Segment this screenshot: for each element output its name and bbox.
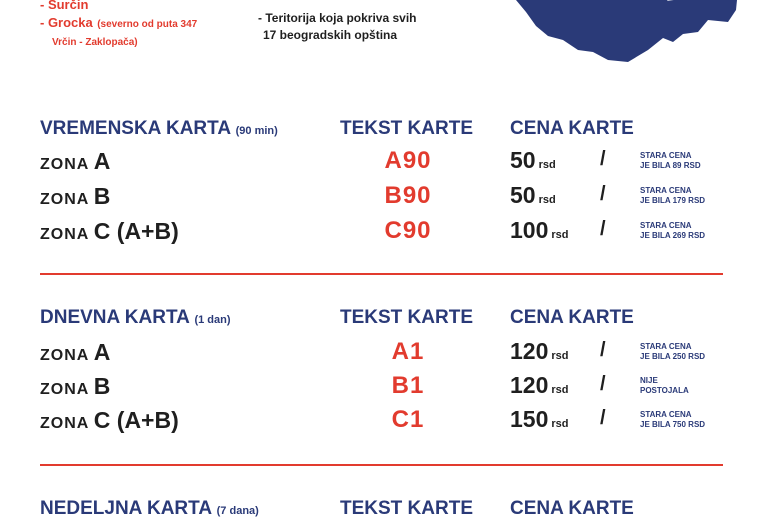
old-price-note-line-1: STARA CENA xyxy=(640,410,692,419)
ticket-price xyxy=(510,147,556,174)
zone-word: ZONA xyxy=(40,191,90,208)
zone-label xyxy=(40,183,110,210)
old-price-note xyxy=(640,221,705,241)
column-header-tekst: TEKST KARTE xyxy=(340,498,473,519)
ticket-code: A90 xyxy=(384,147,432,174)
municipality-grocka-note-b: Vrčin - Zaklopača) xyxy=(52,37,138,48)
column-header-cena: CENA KARTE xyxy=(510,118,634,139)
old-price-note-line-2: JE BILA 269 RSD xyxy=(640,231,706,240)
zone-label xyxy=(40,373,110,400)
table-row xyxy=(0,218,765,252)
municipality-surcin: - Surčin xyxy=(40,0,89,12)
ticket-price xyxy=(510,338,569,365)
old-price-note xyxy=(640,151,701,171)
zone-letter: B xyxy=(93,183,111,209)
old-price-note-line-1: STARA CENA xyxy=(640,186,692,195)
section-divider xyxy=(40,464,723,466)
zone-letter: B xyxy=(93,373,111,399)
section-title xyxy=(40,498,259,520)
table-row xyxy=(0,183,765,217)
column-header-tekst: TEKST KARTE xyxy=(340,118,473,139)
table-row xyxy=(0,373,765,407)
zone-word: ZONA xyxy=(40,381,90,398)
old-price-note-line-2: JE BILA 179 RSD xyxy=(640,196,706,205)
price-unit: rsd xyxy=(538,159,556,171)
old-price-note xyxy=(640,376,689,396)
price-unit: rsd xyxy=(551,229,569,241)
table-row xyxy=(0,148,765,182)
old-price-note-line-2: JE BILA 750 RSD xyxy=(640,420,706,429)
section-title xyxy=(40,118,278,140)
zone-word: ZONA xyxy=(40,226,90,243)
price-value: 120 xyxy=(510,338,549,364)
old-price-note-line-1: STARA CENA xyxy=(640,221,692,230)
price-value: 150 xyxy=(510,406,549,432)
belgrade-map-image xyxy=(508,0,748,80)
zone-ab-description xyxy=(258,10,417,44)
price-separator: / xyxy=(600,218,606,240)
old-price-note-line-2: JE BILA 89 RSD xyxy=(640,161,701,170)
price-separator: / xyxy=(600,373,606,395)
zone-label xyxy=(40,339,110,366)
price-unit: rsd xyxy=(551,418,569,430)
ticket-code: C90 xyxy=(384,217,432,244)
price-value: 50 xyxy=(510,182,536,208)
section-title-text: NEDELJNA KARTA xyxy=(40,498,212,519)
column-header-cena: CENA KARTE xyxy=(510,498,634,519)
ticket-code: A1 xyxy=(391,338,425,365)
zone-letter: C (A+B) xyxy=(93,407,179,433)
belgrade-map-shape xyxy=(516,0,738,62)
zone-word: ZONA xyxy=(40,415,90,432)
section-title-text: VREMENSKA KARTA xyxy=(40,118,231,139)
section-title xyxy=(40,307,231,329)
zone-word: ZONA xyxy=(40,347,90,364)
price-value: 100 xyxy=(510,217,549,243)
price-separator: / xyxy=(600,339,606,361)
zone-letter: C (A+B) xyxy=(93,218,179,244)
price-unit: rsd xyxy=(551,350,569,362)
ticket-code: B90 xyxy=(384,182,432,209)
zone-label xyxy=(40,218,179,245)
zone-description-line-2: 17 beogradskih opština xyxy=(263,28,398,42)
old-price-note-line-2: JE BILA 250 RSD xyxy=(640,352,706,361)
old-price-note-line-2: POSTOJALA xyxy=(640,386,689,395)
zone-word: ZONA xyxy=(40,156,90,173)
ticket-price xyxy=(510,372,569,399)
zone-description-line-1: - Teritorija koja pokriva svih xyxy=(258,11,417,25)
section-title-text: DNEVNA KARTA xyxy=(40,307,190,328)
table-row xyxy=(0,339,765,373)
old-price-note-line-1: NIJE xyxy=(640,376,658,385)
section-title-sub: (90 min) xyxy=(235,125,278,137)
price-value: 120 xyxy=(510,372,549,398)
ticket-price xyxy=(510,217,569,244)
column-header-cena: CENA KARTE xyxy=(510,307,634,328)
price-unit: rsd xyxy=(551,384,569,396)
price-separator: / xyxy=(600,148,606,170)
section-title-sub: (7 dana) xyxy=(216,505,259,517)
price-value: 50 xyxy=(510,147,536,173)
price-unit: rsd xyxy=(538,194,556,206)
old-price-note xyxy=(640,342,705,362)
municipality-grocka-note-a: (severno od puta 347 xyxy=(97,19,198,30)
zone-letter: A xyxy=(93,339,111,365)
old-price-note-line-1: STARA CENA xyxy=(640,151,692,160)
old-price-note xyxy=(640,186,705,206)
municipality-grocka-label: - Grocka xyxy=(40,15,93,30)
section-title-sub: (1 dan) xyxy=(194,314,231,326)
old-price-note xyxy=(640,410,705,430)
zone-c-municipalities xyxy=(40,0,197,52)
ticket-price xyxy=(510,406,569,433)
zone-label xyxy=(40,407,179,434)
column-header-tekst: TEKST KARTE xyxy=(340,307,473,328)
old-price-note-line-1: STARA CENA xyxy=(640,342,692,351)
ticket-code: C1 xyxy=(391,406,425,433)
price-separator: / xyxy=(600,183,606,205)
ticket-code: B1 xyxy=(391,372,425,399)
municipality-grocka xyxy=(40,14,197,34)
ticket-price xyxy=(510,182,556,209)
zone-letter: A xyxy=(93,148,111,174)
price-separator: / xyxy=(600,407,606,429)
zone-label xyxy=(40,148,110,175)
table-row xyxy=(0,407,765,441)
section-divider xyxy=(40,273,723,275)
